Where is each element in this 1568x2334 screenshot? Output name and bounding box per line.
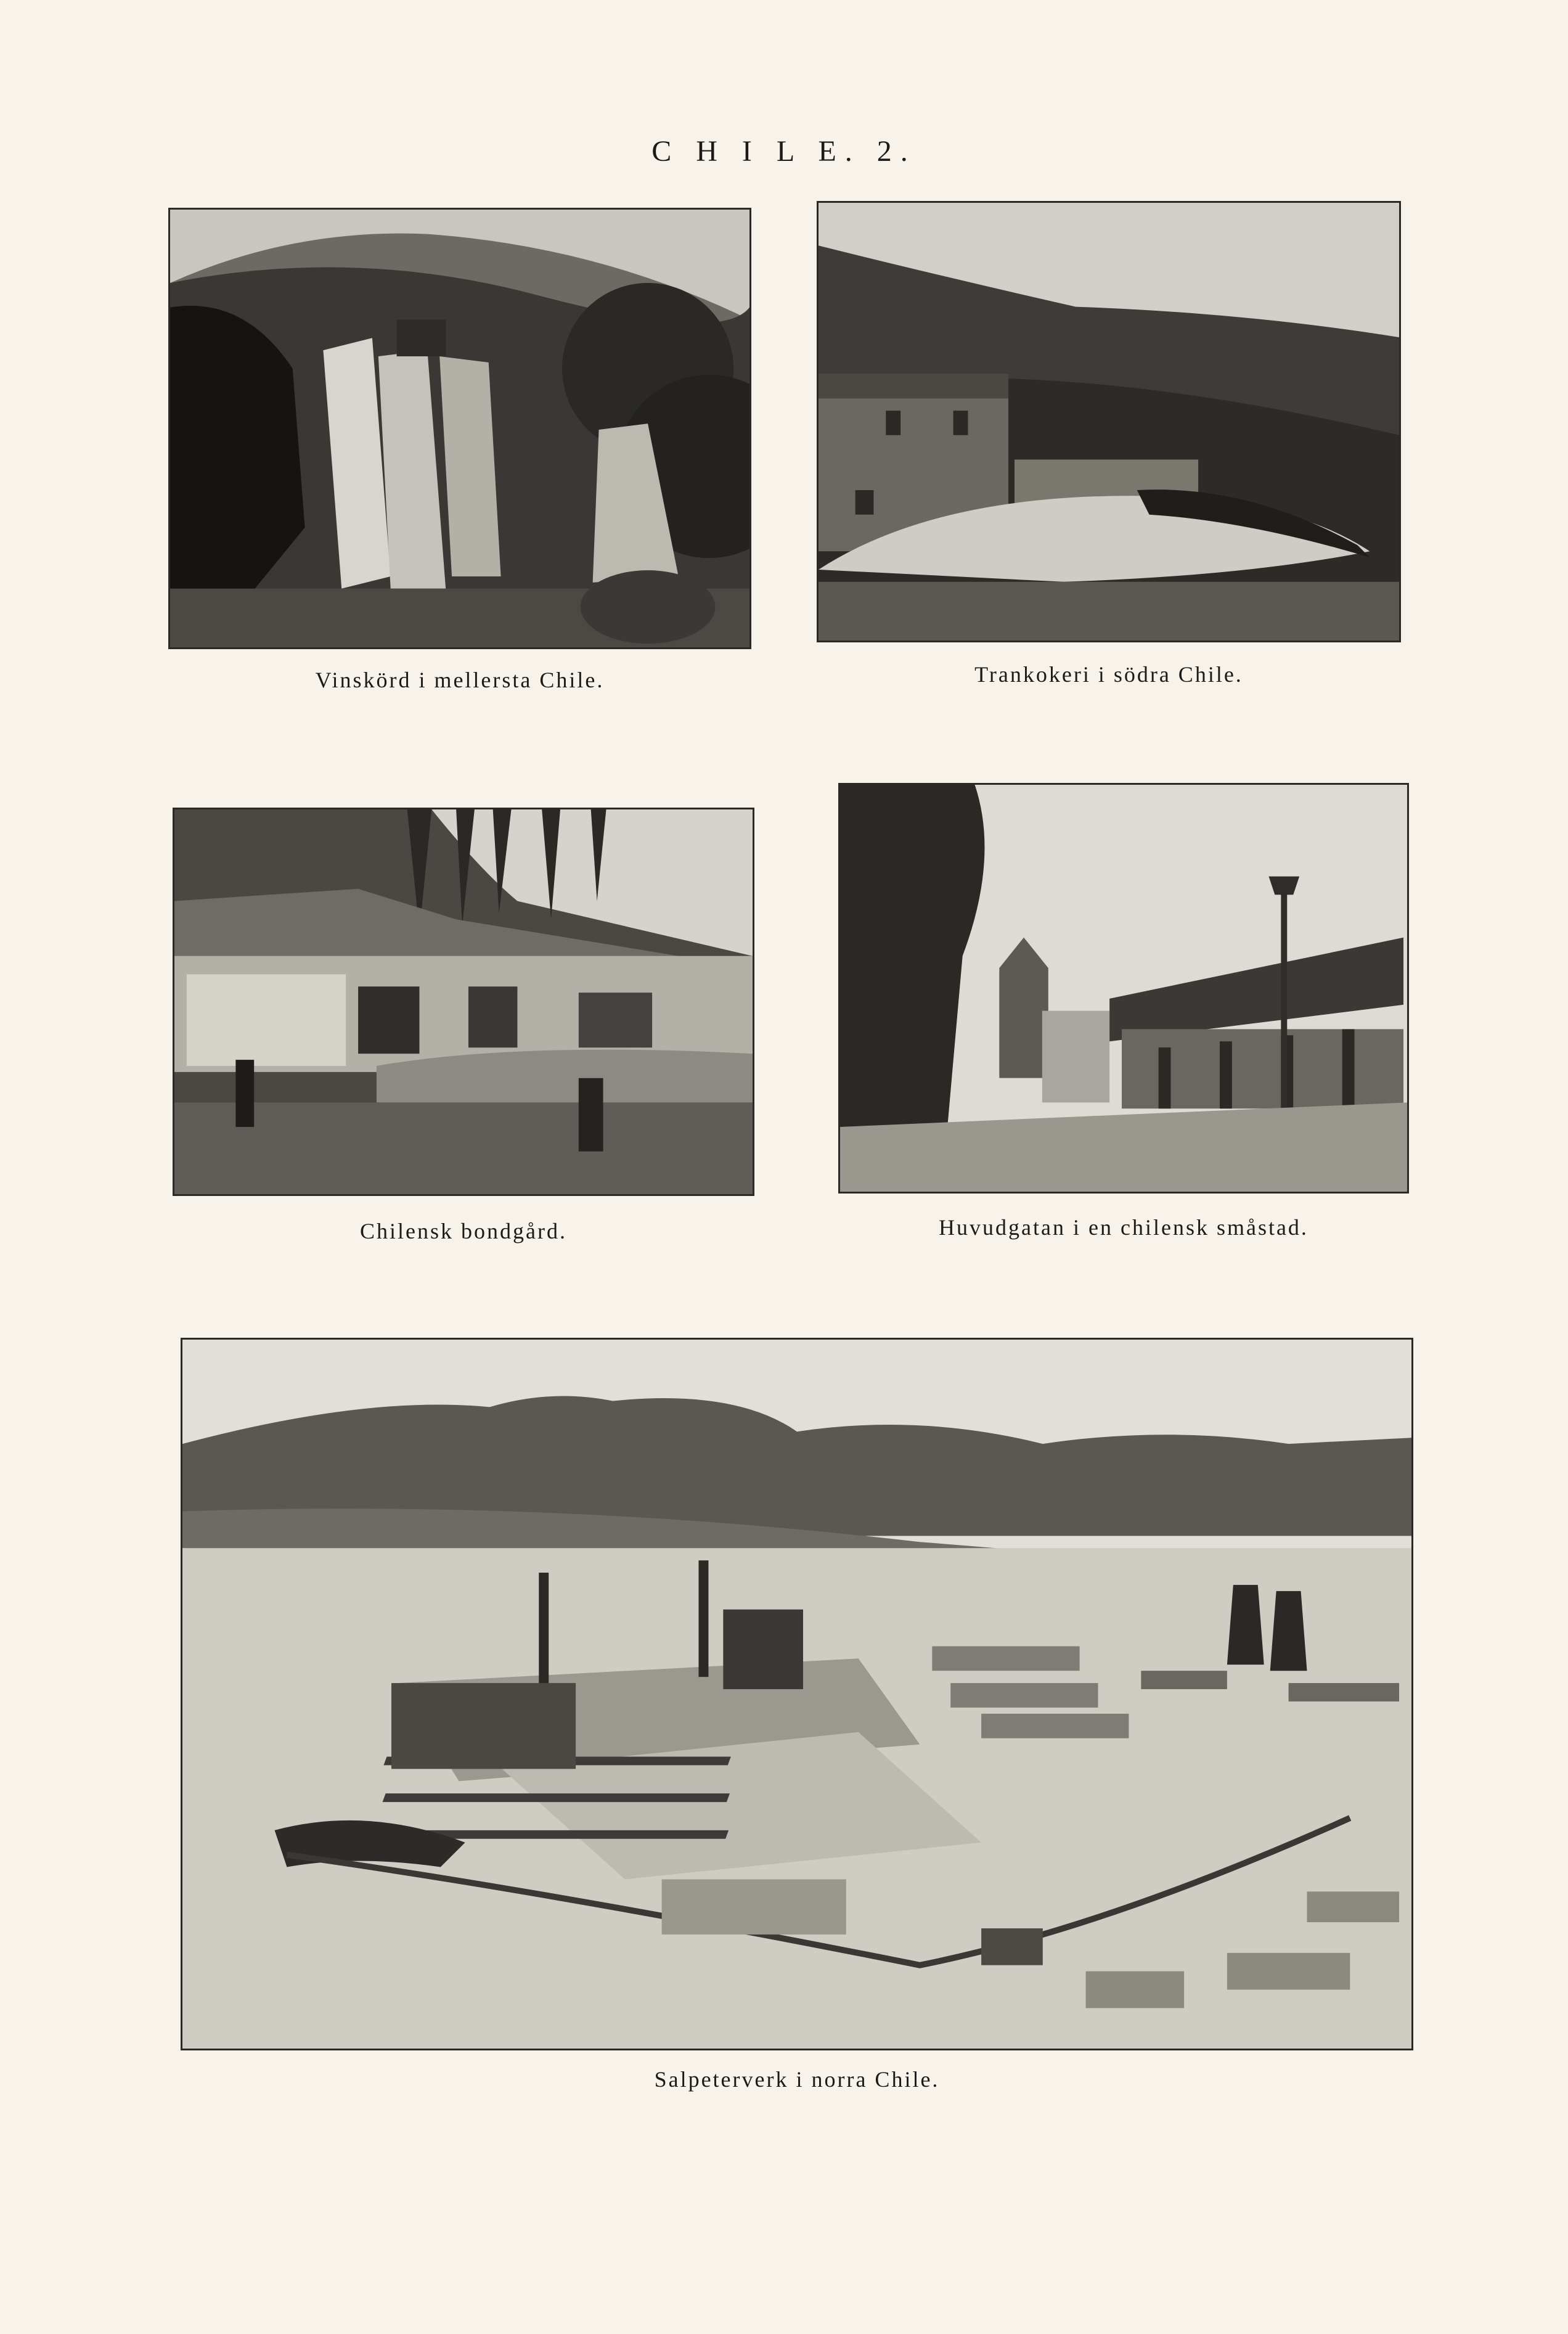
caption-main-street: Huvudgatan i en chilensk småstad. [939, 1215, 1309, 1240]
photo-main-street [838, 783, 1409, 1194]
photo-farmstead [173, 808, 754, 1196]
photo-saltpeter-works [181, 1338, 1413, 2050]
photo-grape-harvest [168, 208, 751, 649]
caption-farmstead: Chilensk bondgård. [360, 1219, 567, 1243]
caption-saltpeter-works: Salpeterverk i norra Chile. [654, 2067, 940, 2092]
photo-whaling-station [817, 201, 1401, 642]
caption-grape-harvest: Vinskörd i mellersta Chile. [315, 668, 605, 692]
page-title: C H I L E. 2. [651, 135, 917, 168]
caption-whaling-station: Trankokeri i södra Chile. [974, 662, 1243, 687]
